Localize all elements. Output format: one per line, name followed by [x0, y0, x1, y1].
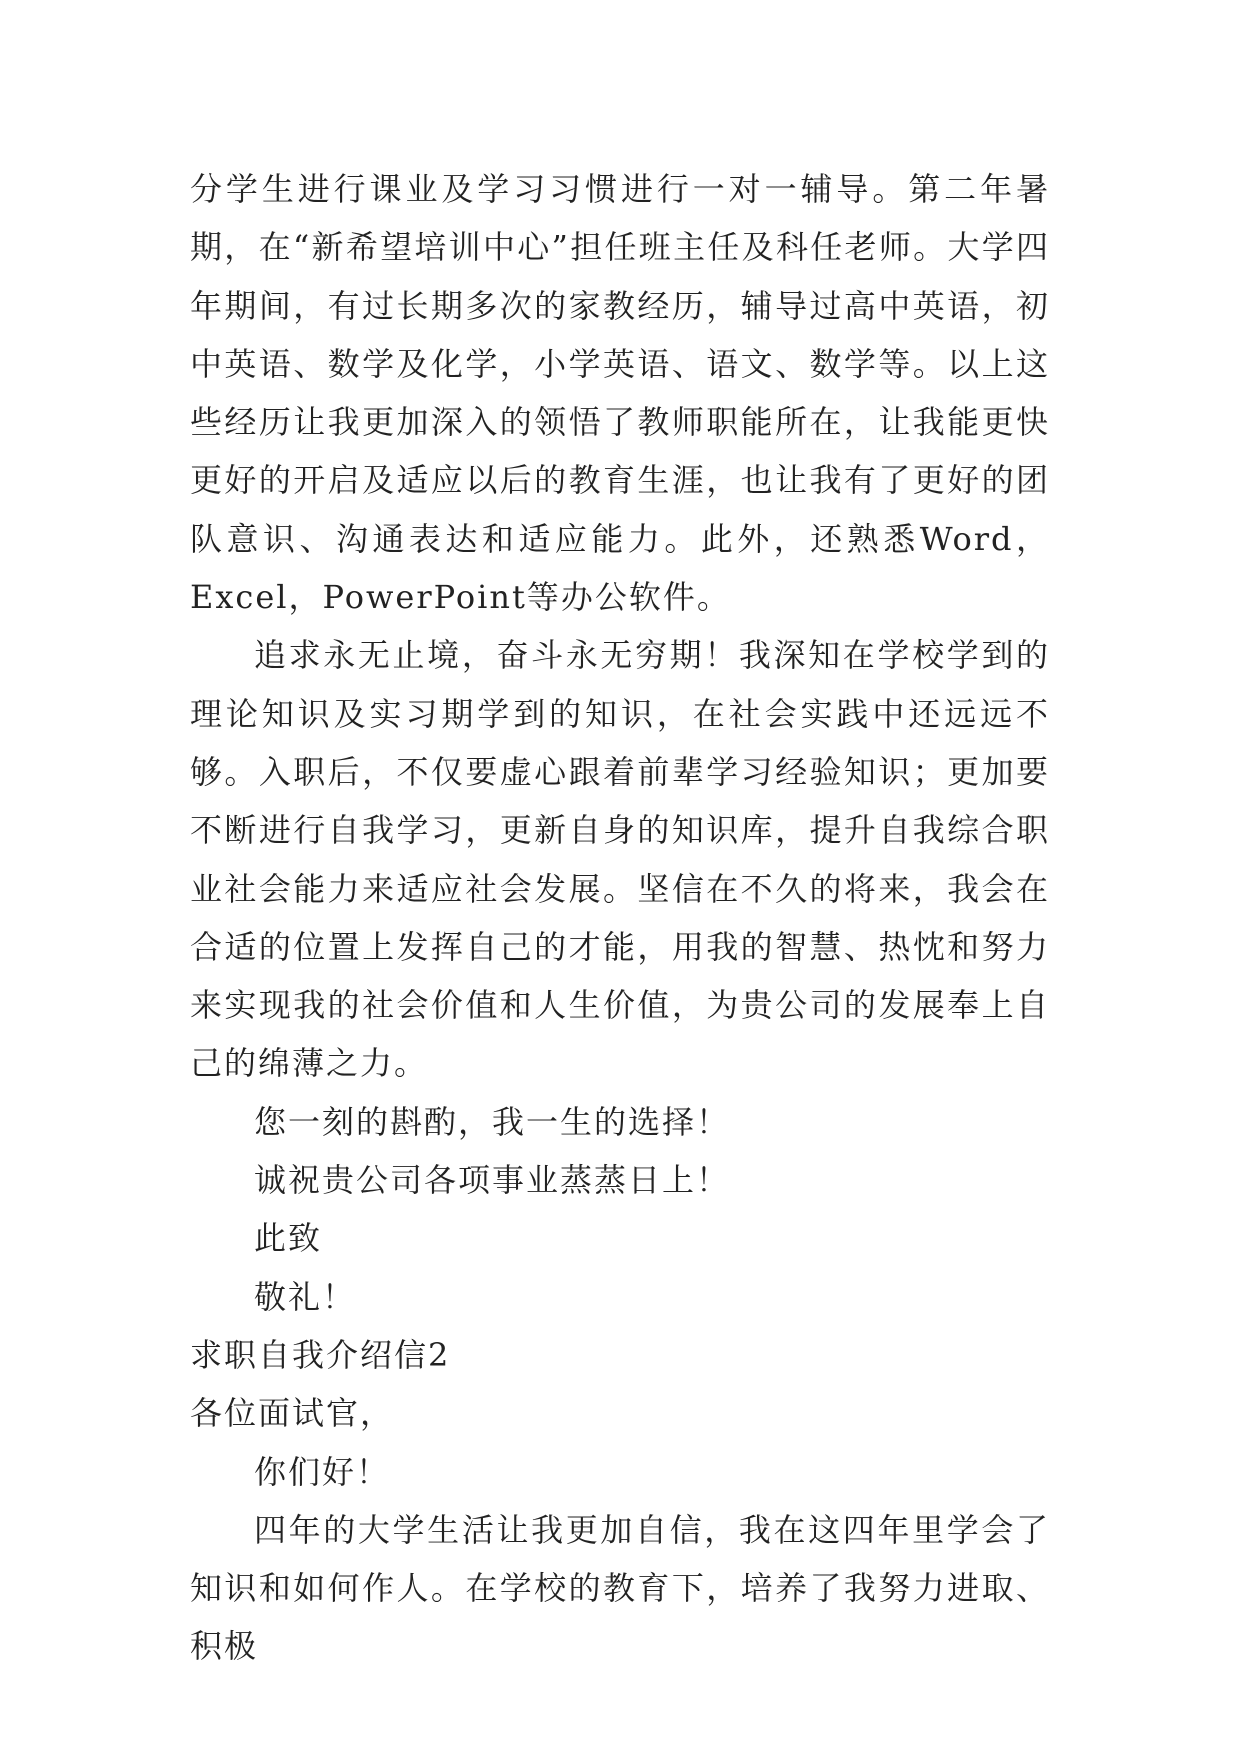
- paragraph-pursuit: 追求永无止境，奋斗永无穷期！我深知在学校学到的理论知识及实习期学到的知识，在社会实践中还远远不够。入职后，不仅要虚心跟着前辈学习经验知识；更加要不断进行自我学习，更新自身的知识库，提升自我综合职业社会能力来适应社会发展。坚信在不久的将来，我会在合适的位置上发挥自己的才能，用我的智慧、热忱和努力来实现我的社会价值和人生价值，为贵公司的发展奉上自己的绵薄之力。: [190, 636, 1050, 1083]
- paragraph-university-life: 四年的大学生活让我更加自信，我在这四年里学会了知识和如何作人。在学校的教育下，培养了我努力进取、积极: [190, 1510, 1050, 1666]
- document-body: [190, 160, 1050, 1676]
- greeting-addressee: 各位面试官，: [190, 1394, 395, 1433]
- paragraph-wishes: 诚祝贵公司各项事业蒸蒸日上！: [254, 1161, 731, 1200]
- paragraph-choice: 您一刻的斟酌，我一生的选择！: [254, 1102, 731, 1141]
- section-heading: 求职自我介绍信2: [190, 1335, 451, 1374]
- paragraph-tutoring-experience: 分学生进行课业及学习习惯进行一对一辅导。第二年暑期，在“新希望培训中心”担任班主任及科任老师。大学四年期间，有过长期多次的家教经历，辅导过高中英语，初中英语、数学及化学，小学英语、语文、数学等。以上这些经历让我更加深入的领悟了教师职能所在，让我能更快更好的开启及适应以后的教育生涯，也让我有了更好的团队意识、沟通表达和适应能力。此外，还熟悉Word，Excel，PowerPoint等办公软件。: [190, 170, 1050, 617]
- closing-salutation: 此致: [254, 1219, 323, 1258]
- closing-regards: 敬礼！: [254, 1277, 357, 1316]
- greeting-hello: 你们好！: [254, 1452, 391, 1491]
